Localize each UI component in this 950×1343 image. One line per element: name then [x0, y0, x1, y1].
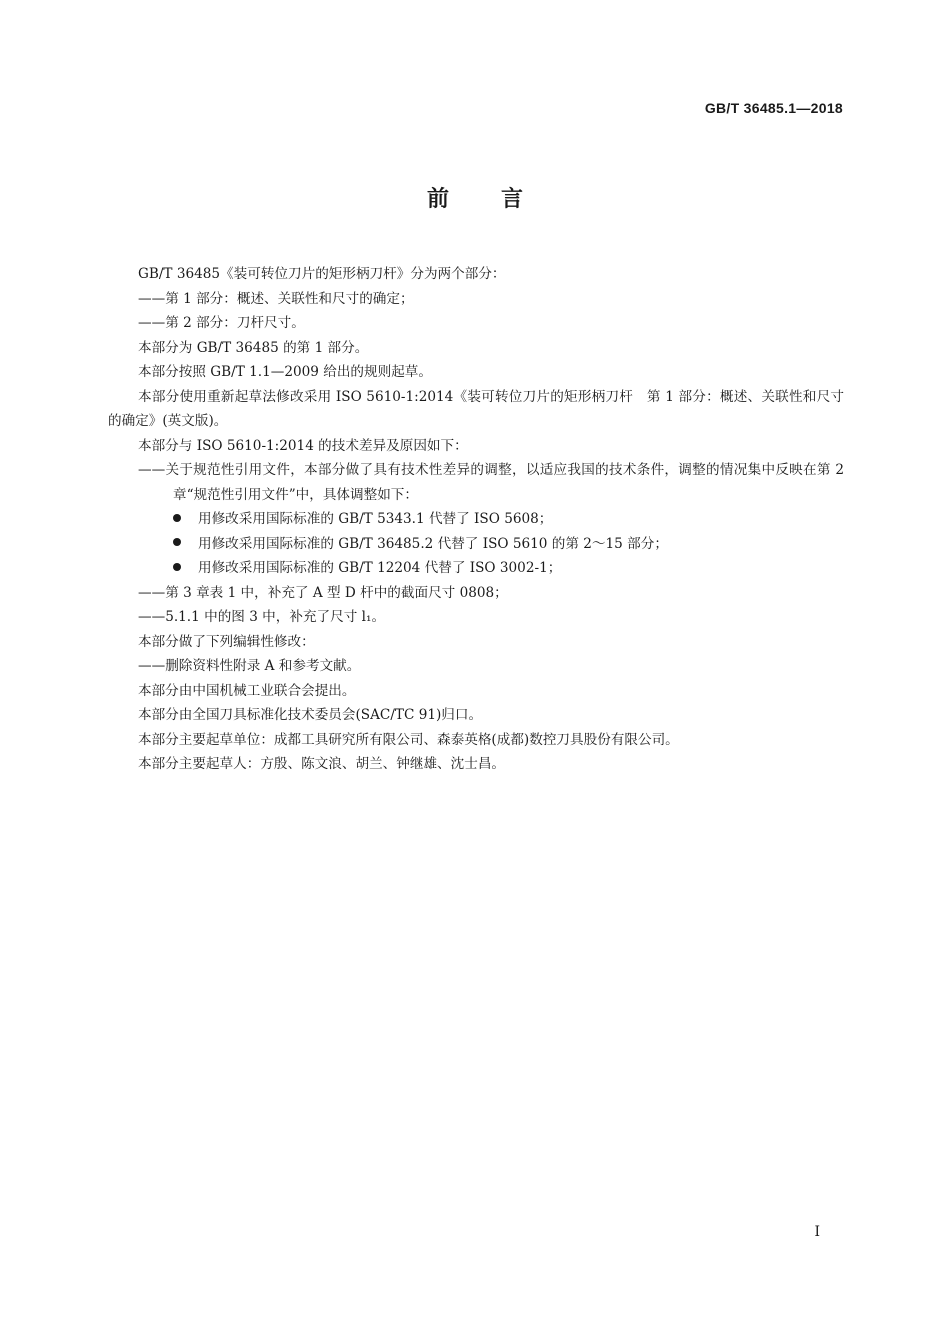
bullet-icon: [173, 563, 181, 571]
bullet-item: [108, 507, 844, 532]
page-title: 前言: [426, 187, 575, 212]
list-item-table1: ——第 3 章表 1 中，补充了 A 型 D 杆中的截面尺寸 0808；: [138, 584, 508, 601]
list-item-part2: ——第 2 部分：刀杆尺寸。: [138, 315, 305, 331]
standard-number: GB/T 36485.1—2018: [704, 100, 843, 116]
bullet-text: 用修改采用国际标准的 GB/T 5343.1 代替了 ISO 5608；: [198, 511, 553, 527]
foreword-body: [108, 262, 844, 777]
page-number: I: [814, 1224, 820, 1240]
paragraph-drafters: 本部分主要起草人：方殷、陈文浪、胡兰、钟继雄、沈士昌。: [138, 756, 506, 772]
paragraph-drafting-rules: 本部分按照 GB/T 1.1—2009 给出的规则起草。: [138, 364, 432, 380]
bullet-text: 用修改采用国际标准的 GB/T 36485.2 代替了 ISO 5610 的第 2～15 部分；: [198, 535, 668, 552]
paragraph-differences-intro: 本部分与 ISO 5610-1:2014 的技术差异及原因如下：: [138, 437, 468, 454]
paragraph-part-scope: 本部分为 GB/T 36485 的第 1 部分。: [138, 339, 369, 356]
bullet-text: 用修改采用国际标准的 GB/T 12204 代替了 ISO 3002-1；: [198, 560, 562, 576]
paragraph-parts-intro: GB/T 36485《装可转位刀片的矩形柄刀杆》分为两个部分：: [138, 266, 506, 282]
bullet-item: [108, 532, 844, 557]
list-item-normative-references: ——关于规范性引用文件，本部分做了具有技术性差异的调整，以适应我国的技术条件，调整的情况集中反映在第 2 章“规范性引用文件”中，具体调整如下：: [138, 462, 844, 503]
paragraph-editorial-intro: 本部分做了下列编辑性修改：: [138, 633, 315, 650]
bullet-icon: [173, 538, 181, 546]
bullet-item: [108, 556, 844, 581]
list-item-figure3: ——5.1.1 中的图 3 中，补充了尺寸 l₁。: [138, 609, 386, 625]
paragraph-technical-committee: 本部分由全国刀具标准化技术委员会(SAC/TC 91)归口。: [138, 707, 483, 723]
paragraph-proposer: 本部分由中国机械工业联合会提出。: [138, 682, 356, 699]
paragraph-adoption: 本部分使用重新起草法修改采用 ISO 5610-1:2014《装可转位刀片的矩形柄刀杆 第 1 部分：概述、关联性和尺寸的确定》(英文版)。: [108, 388, 844, 429]
bullet-icon: [173, 514, 181, 522]
paragraph-drafting-units: 本部分主要起草单位：成都工具研究所有限公司、森泰英格(成都)数控刀具股份有限公司。: [138, 731, 679, 748]
list-item-annex-removal: ——删除资料性附录 A 和参考文献。: [138, 658, 361, 674]
list-item-part1: ——第 1 部分：概述、关联性和尺寸的确定；: [138, 290, 414, 307]
